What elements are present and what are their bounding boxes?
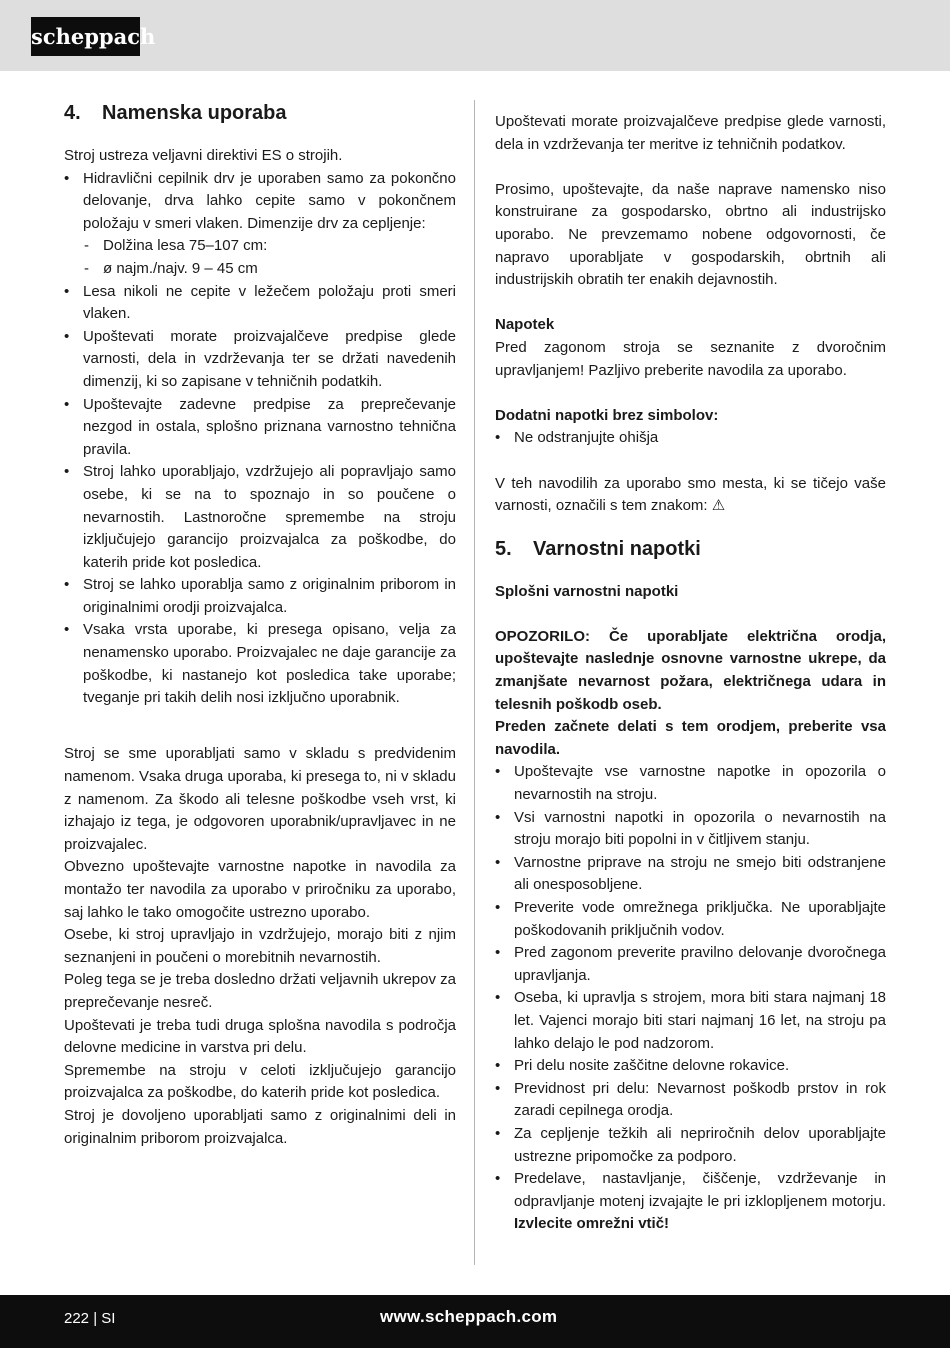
list-item: • Hidravlični cepilnik drv je uporaben samo za pokončno delovanje, drva lahko cepite samo v pokončnem položaju v smeri vlaken. Dimenzije drv za cepljenje: <box>64 168 456 236</box>
list-item: • Lesa nikoli ne cepite v ležečem položaju proti smeri vlaken. <box>64 281 456 326</box>
list-item: • Varnostne priprave na stroju ne smejo biti odstranjene ali onesposobljene. <box>495 852 886 897</box>
list-item: • Vsaka vrsta uporabe, ki presega opisano, velja za nenamensko uporabo. Proizvajalec ne daje garancije za poškodbe, ki nastanejo kot posledica take uporabe; tveganje pri takih delih nosi izključno uporabnik. <box>64 619 456 709</box>
list-item: • Ne odstranjujte ohišja <box>495 427 886 450</box>
list-item: • Oseba, ki upravlja s strojem, mora biti stara najmanj 18 let. Vajenci morajo biti stari najmanj 16 let, na stroju pa lahko delajo le pod nadzorom. <box>495 987 886 1055</box>
list-item: • Stroj lahko uporabljajo, vzdržujejo ali popravljajo samo osebe, ki se na to spoznajo in so poučene o nevarnostih. Lastnoročne spremembe na stroju izključujejo garancijo proizvajalca za poškodbe, do katerih pride kot posledica. <box>64 461 456 574</box>
paragraph: Stroj se sme uporabljati samo v skladu s predvidenim namenom. Vsaka druga uporaba, ki presega to, ni v skladu z namenom. Za škodo ali telesne poškodbe vseh vrst, ki izhajajo iz tega, je odgovoren uporabnik/upravljavec in ne proizvajalec. <box>64 745 456 853</box>
symbol-text: V teh navodilih za uporabo smo mesta, ki se tičejo vaše varnosti, označili s tem znakom: <box>495 474 886 515</box>
list-item: • Za cepljenje težkih ali nepriročnih delov uporabljajte ustrezne pripomočke za podporo. <box>495 1123 886 1168</box>
list-item: • Upoštevajte zadevne predpise za preprečevanje nezgod in ostala, splošno priznana varnostno tehnična pravila. <box>64 394 456 462</box>
list-item: • Stroj se lahko uporablja samo z originalnim priborom in originalnimi orodji proizvajalca. <box>64 574 456 619</box>
paragraph: Poleg tega se je treba dosledno držati veljavnih ukrepov za preprečevanje nesreč. <box>64 971 456 1011</box>
read-instructions-text: Preden začnete delati s tem orodjem, preberite vsa navodila. <box>495 718 886 758</box>
paragraph: Osebe, ki stroj upravljajo in vzdržujejo, morajo biti z njim seznanjeni in poučeni o morebitnih nevarnostih. <box>64 926 456 966</box>
warning-triangle-icon: ⚠ <box>711 497 726 515</box>
right-column <box>495 111 886 1236</box>
page-header <box>0 0 950 71</box>
paragraph: Upoštevati je treba tudi druga splošna navodila s področja delovne medicine in varstva pri delu. <box>64 1016 456 1057</box>
note-title: Napotek <box>495 316 555 334</box>
extra-notes-list <box>495 427 886 450</box>
list-item-text: Predelave, nastavljanje, čiščenje, vzdrževanje in odpravljanje motenj izvajajte le pri izklopljenem motorju. <box>514 1170 886 1210</box>
website-link[interactable]: www.scheppach.com <box>380 1307 558 1326</box>
safety-list <box>495 761 886 1235</box>
scheppach-logo: scheppach <box>31 17 140 56</box>
list-item: • Upoštevati morate proizvajalčeve predpise glede varnosti, dela in vzdrževanja ter se držati navedenih dimenzij, ki so zapisane v tehničnih podatkih. <box>64 326 456 394</box>
paragraph: Prosimo, upoštevajte, da naše naprave namensko niso konstruirane za gospodarsko, obrtno ali industrijsko uporabo. Ne prevzemamo nobene odgovornosti, če napravo uporabljate v gospodarskih, obrtnih ali industrijskih obratih ter enakih dejavnostih. <box>495 180 886 289</box>
list-item: • Previdnost pri delu: Nevarnost poškodb prstov in rok zaradi cepilnega orodja. <box>495 1078 886 1123</box>
section-title: Namenska uporaba <box>102 102 287 124</box>
list-item: • Preverite vode omrežnega priključka. Ne uporabljajte poškodovanih priključnih vodov. <box>495 897 886 942</box>
section-number: 5. <box>495 537 512 560</box>
list-item: • Pri delu nosite zaščitne delovne rokavice. <box>495 1055 886 1078</box>
paragraph: Spremembe na stroju v celoti izključujejo garancijo proizvajalca za poškodbe, do katerih pride kot posledica. <box>64 1061 456 1102</box>
intro-text: Stroj ustreza veljavni direktivi ES o strojih. <box>64 147 343 164</box>
symbol-paragraph <box>495 473 886 518</box>
note-text: Pred zagonom stroja se seznanite z dvoročnim upravljanjem! Pazljivo preberite navodila za uporabo. <box>495 338 886 379</box>
section-heading-5 <box>495 536 886 562</box>
general-safety-title: Splošni varnostni napotki <box>495 582 679 600</box>
paragraph: Stroj je dovoljeno uporabljati samo z originalnimi deli in originalnim priborom proizvajalca. <box>64 1106 456 1147</box>
section-heading-4 <box>64 100 456 126</box>
list-item: • Upoštevajte vse varnostne napotke in opozorila o nevarnostih na stroju. <box>495 761 886 806</box>
paragraph: Upoštevati morate proizvajalčeve predpise glede varnosti, dela in vzdrževanja ter meritve iz tehničnih podatkov. <box>495 113 886 153</box>
column-divider <box>474 100 475 1265</box>
extra-notes-title: Dodatni napotki brez simbolov: <box>495 406 719 424</box>
left-column <box>64 100 456 1150</box>
section-title: Varnostni napotki <box>533 537 701 560</box>
dimension-item: - ø najm./najv. 9 – 45 cm <box>64 258 456 281</box>
paragraph: Obvezno upoštevajte varnostne napotke in navodila za montažo ter navodila za uporabo v priročniku za uporabo, saj lahko le tako omogočite ustrezno uporabo. <box>64 858 456 921</box>
dimension-item: - Dolžina lesa 75–107 cm: <box>64 235 456 258</box>
warning-text: OPOZORILO: Če uporabljate električna orodja, upoštevajte naslednje osnovne varnostne ukrepe, da zmanjšate nevarnost požara, električnega udara in telesnih poškodb oseb. <box>495 627 886 713</box>
intended-use-list <box>64 168 456 710</box>
list-item: • Vsi varnostni napotki in opozorila o nevarnostih na stroju morajo biti popolni in v čitljivem stanju. <box>495 807 886 852</box>
page-number: 222 | SI <box>64 1310 116 1327</box>
list-item <box>495 1168 886 1236</box>
list-item: • Pred zagonom preverite pravilno delovanje dvoročnega upravljanja. <box>495 942 886 987</box>
page-footer <box>0 1295 950 1348</box>
unplug-warning: Izvlecite omrežni vtič! <box>514 1215 670 1233</box>
section-number: 4. <box>64 102 81 124</box>
